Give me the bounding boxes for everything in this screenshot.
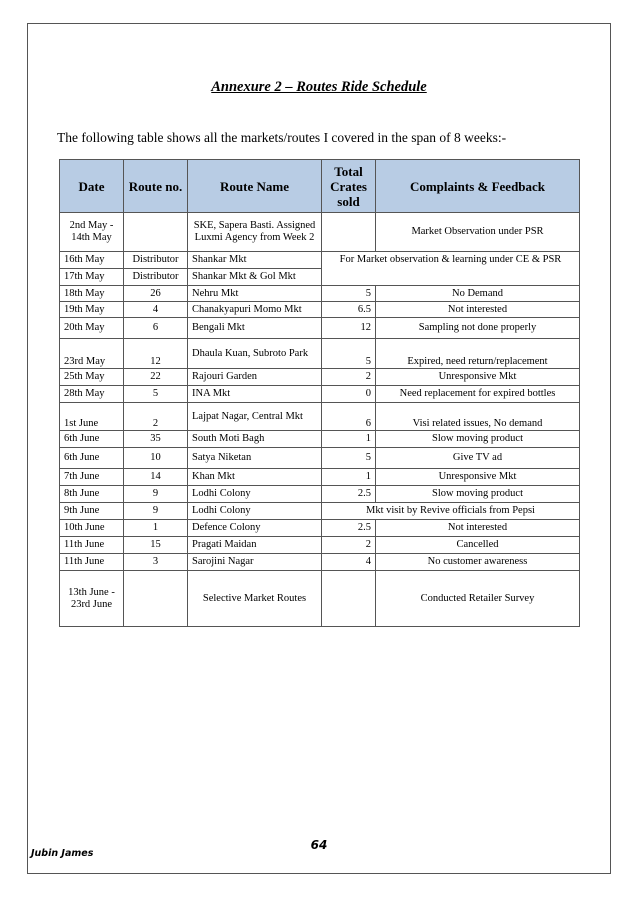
- cell-crates: 2: [322, 369, 376, 386]
- table-row: [60, 571, 580, 627]
- table-row: [60, 469, 580, 486]
- cell-route: 9: [124, 503, 188, 520]
- table-row: [60, 369, 580, 386]
- cell-route-name: South Moti Bagh: [188, 431, 322, 448]
- cell-feedback: No Demand: [376, 286, 580, 302]
- cell-feedback-merged: For Market observation & learning under CE & PSR: [322, 252, 580, 286]
- cell-route: 3: [124, 554, 188, 571]
- cell-crates: 2.5: [322, 520, 376, 537]
- cell-route-name: Defence Colony: [188, 520, 322, 537]
- cell-date: 6th June: [60, 448, 124, 469]
- cell-route-name: SKE, Sapera Basti. Assigned Luxmi Agency from Week 2: [188, 213, 322, 252]
- table-row: [60, 503, 580, 520]
- cell-feedback: Not interested: [376, 302, 580, 318]
- table-row: [60, 554, 580, 571]
- header-date: Date: [60, 160, 124, 213]
- cell-route-name: Khan Mkt: [188, 469, 322, 486]
- cell-route: Distributor: [124, 269, 188, 286]
- cell-crates: [322, 571, 376, 627]
- cell-crates: 6: [322, 403, 376, 431]
- table-row: [60, 520, 580, 537]
- cell-date: 11th June: [60, 537, 124, 554]
- cell-crates: 6.5: [322, 302, 376, 318]
- cell-route-name: Lodhi Colony: [188, 503, 322, 520]
- cell-date: 23rd May: [60, 339, 124, 369]
- cell-route-name: Chanakyapuri Momo Mkt: [188, 302, 322, 318]
- cell-feedback: Not interested: [376, 520, 580, 537]
- table-row: [60, 318, 580, 339]
- cell-route-name: Lajpat Nagar, Central Mkt: [188, 403, 322, 431]
- cell-date: 10th June: [60, 520, 124, 537]
- cell-route-name: INA Mkt: [188, 386, 322, 403]
- cell-crates: 2: [322, 537, 376, 554]
- cell-crates: 1: [322, 431, 376, 448]
- cell-feedback: Give TV ad: [376, 448, 580, 469]
- cell-date: 7th June: [60, 469, 124, 486]
- header-crates: Total Crates sold: [322, 160, 376, 213]
- cell-route-name: Shankar Mkt & Gol Mkt: [188, 269, 322, 286]
- cell-date: 28th May: [60, 386, 124, 403]
- table-row: [60, 302, 580, 318]
- cell-route-name: Sarojini Nagar: [188, 554, 322, 571]
- table-header-row: [60, 160, 580, 213]
- cell-route: 9: [124, 486, 188, 503]
- cell-date: 1st June: [60, 403, 124, 431]
- cell-route: [124, 213, 188, 252]
- cell-route-name: Pragati Maidan: [188, 537, 322, 554]
- table-row: [60, 486, 580, 503]
- cell-feedback: Need replacement for expired bottles: [376, 386, 580, 403]
- cell-route: 12: [124, 339, 188, 369]
- cell-date: 11th June: [60, 554, 124, 571]
- routes-schedule-table: [59, 159, 580, 627]
- cell-feedback: Slow moving product: [376, 486, 580, 503]
- table-row: [60, 213, 580, 252]
- cell-crates: 5: [322, 448, 376, 469]
- cell-crates: 5: [322, 286, 376, 302]
- table-row: [60, 537, 580, 554]
- cell-route-name: Dhaula Kuan, Subroto Park: [188, 339, 322, 369]
- header-feedback: Complaints & Feedback: [376, 160, 580, 213]
- header-route-name: Route Name: [188, 160, 322, 213]
- table-row: [60, 448, 580, 469]
- cell-route: 4: [124, 302, 188, 318]
- table-row: [60, 403, 580, 431]
- cell-route: 14: [124, 469, 188, 486]
- cell-date: 13th June - 23rd June: [60, 571, 124, 627]
- cell-date: 8th June: [60, 486, 124, 503]
- cell-feedback: Market Observation under PSR: [376, 213, 580, 252]
- cell-feedback: Unresponsive Mkt: [376, 469, 580, 486]
- cell-date: 6th June: [60, 431, 124, 448]
- page-number: 64: [310, 838, 328, 852]
- cell-date: 19th May: [60, 302, 124, 318]
- cell-date: 20th May: [60, 318, 124, 339]
- cell-route-name: Selective Market Routes: [188, 571, 322, 627]
- cell-route: 10: [124, 448, 188, 469]
- table-row: [60, 431, 580, 448]
- cell-date: 9th June: [60, 503, 124, 520]
- cell-date: 16th May: [60, 252, 124, 269]
- cell-route: 22: [124, 369, 188, 386]
- cell-date: 17th May: [60, 269, 124, 286]
- cell-crates: 2.5: [322, 486, 376, 503]
- cell-crates: 1: [322, 469, 376, 486]
- cell-crates: [322, 213, 376, 252]
- cell-route: 5: [124, 386, 188, 403]
- table-row: [60, 339, 580, 369]
- table-row: [60, 252, 580, 269]
- cell-date: 18th May: [60, 286, 124, 302]
- cell-route-name: Bengali Mkt: [188, 318, 322, 339]
- table-row: [60, 386, 580, 403]
- cell-route: 1: [124, 520, 188, 537]
- cell-crates: 4: [322, 554, 376, 571]
- cell-route: 26: [124, 286, 188, 302]
- cell-feedback: Sampling not done properly: [376, 318, 580, 339]
- cell-route-name: Lodhi Colony: [188, 486, 322, 503]
- cell-route-name: Satya Niketan: [188, 448, 322, 469]
- author-name: Jubin James: [31, 848, 94, 859]
- cell-feedback: Cancelled: [376, 537, 580, 554]
- cell-route: [124, 571, 188, 627]
- cell-route: 35: [124, 431, 188, 448]
- cell-feedback-merged: Mkt visit by Revive officials from Pepsi: [322, 503, 580, 520]
- header-route-no: Route no.: [124, 160, 188, 213]
- cell-route: Distributor: [124, 252, 188, 269]
- cell-route: 6: [124, 318, 188, 339]
- cell-feedback: Unresponsive Mkt: [376, 369, 580, 386]
- page-title: Annexure 2 – Routes Ride Schedule: [211, 79, 427, 95]
- cell-date: 25th May: [60, 369, 124, 386]
- cell-route-name: Nehru Mkt: [188, 286, 322, 302]
- cell-crates: 5: [322, 339, 376, 369]
- cell-crates: 12: [322, 318, 376, 339]
- cell-route: 15: [124, 537, 188, 554]
- cell-feedback: Expired, need return/replacement: [376, 339, 580, 369]
- cell-route-name: Shankar Mkt: [188, 252, 322, 269]
- cell-feedback: Slow moving product: [376, 431, 580, 448]
- cell-feedback: No customer awareness: [376, 554, 580, 571]
- cell-route-name: Rajouri Garden: [188, 369, 322, 386]
- table-row: [60, 286, 580, 302]
- cell-crates: 0: [322, 386, 376, 403]
- cell-feedback: Conducted Retailer Survey: [376, 571, 580, 627]
- cell-route: 2: [124, 403, 188, 431]
- intro-text: The following table shows all the markets/routes I covered in the span of 8 weeks:-: [57, 130, 507, 145]
- cell-date: 2nd May - 14th May: [60, 213, 124, 252]
- cell-feedback: Visi related issues, No demand: [376, 403, 580, 431]
